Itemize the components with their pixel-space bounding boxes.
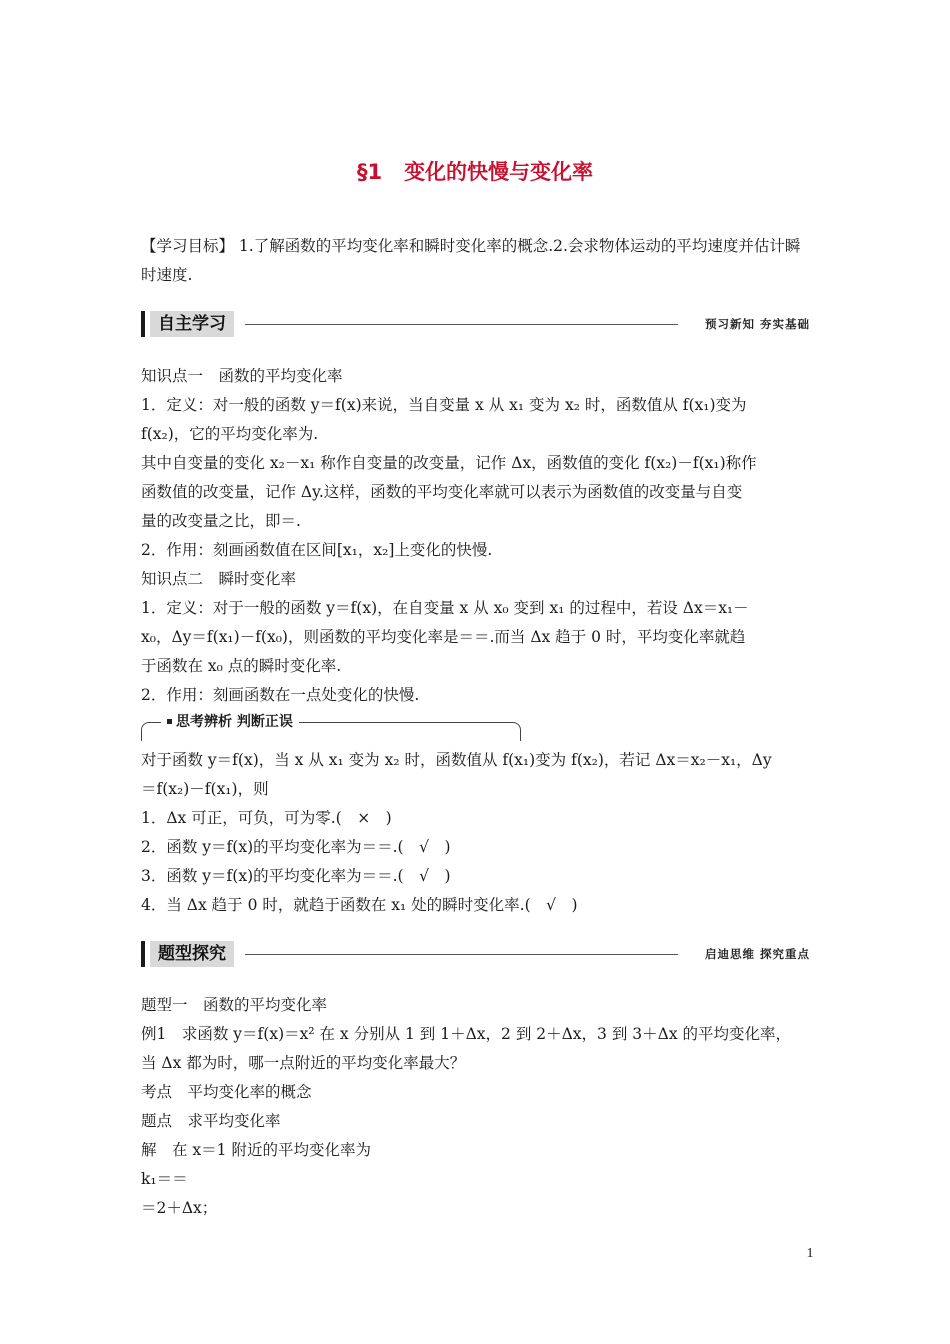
section-marker xyxy=(141,311,145,337)
section-subtitle: 启迪思维 探究重点 xyxy=(704,947,810,961)
page-title xyxy=(0,156,950,186)
page-number: 1 xyxy=(806,1246,814,1261)
text-line: 3．函数 y＝f(x)的平均变化率为＝＝.( √ ) xyxy=(141,867,451,885)
text-line: ＝2＋Δx； xyxy=(141,1199,218,1217)
text-line: 2．作用：刻画函数值在区间[x₁，x₂]上变化的快慢. xyxy=(141,541,493,559)
section-rule xyxy=(245,324,678,325)
think-label xyxy=(161,712,299,732)
text-line: 1．Δx 可正，可负，可为零.( × ) xyxy=(141,809,392,827)
text-line: 量的改变量之比，即＝. xyxy=(141,512,301,530)
section-header-question-types xyxy=(141,940,810,968)
text-line: 1．定义：对于一般的函数 y＝f(x)，在自变量 x 从 x₀ 变到 x₁ 的过程中，若设 Δx＝x₁－ xyxy=(141,599,749,617)
knowledge-block xyxy=(141,362,810,710)
section-tag: 自主学习 xyxy=(150,311,234,337)
text-line: 题点 求平均变化率 xyxy=(141,1112,281,1130)
section-number: §1 xyxy=(356,160,383,184)
section-header-self-study xyxy=(141,310,810,338)
section-rule xyxy=(245,954,678,955)
text-line: 函数值的改变量，记作 Δy.这样，函数的平均变化率就可以表示为函数值的改变量与自变 xyxy=(141,483,743,501)
text-line: 考点 平均变化率的概念 xyxy=(141,1083,312,1101)
example-block xyxy=(141,991,810,1223)
text-line: k₁＝＝ xyxy=(141,1170,188,1188)
section-title: 变化的快慢与变化率 xyxy=(404,160,594,184)
learning-goal: 【学习目标】 1.了解函数的平均变化率和瞬时变化率的概念.2.会求物体运动的平均速度并估计瞬时速度. xyxy=(141,237,801,284)
text-line: 例1 求函数 y＝f(x)＝x² 在 x 分别从 1 到 1＋Δx，2 到 2＋Δx，3 到 3＋Δx 的平均变化率， xyxy=(141,1025,791,1043)
think-analyze-box xyxy=(141,712,521,738)
text-line: 1．定义：对一般的函数 y＝f(x)来说，当自变量 x 从 x₁ 变为 x₂ 时，函数值从 f(x₁)变为 xyxy=(141,396,747,414)
text-line: f(x₂)，它的平均变化率为. xyxy=(141,425,319,443)
square-bullet-icon xyxy=(167,719,172,724)
text-line: 其中自变量的变化 x₂－x₁ 称作自变量的改变量，记作 Δx，函数值的变化 f(x₂)－f(x₁)称作 xyxy=(141,454,757,472)
text-line: 当 Δx 都为时，哪一点附近的平均变化率最大？ xyxy=(141,1054,466,1072)
text-line: 知识点二 瞬时变化率 xyxy=(141,570,297,588)
section-marker xyxy=(141,941,145,967)
text-line: ＝f(x₂)－f(x₁)，则 xyxy=(141,780,269,798)
text-line: x₀，Δy＝f(x₁)－f(x₀)，则函数的平均变化率是＝＝.而当 Δx 趋于 0 时，平均变化率就趋 xyxy=(141,628,746,646)
text-line: 题型一 函数的平均变化率 xyxy=(141,996,328,1014)
text-line: 于函数在 x₀ 点的瞬时变化率. xyxy=(141,657,342,675)
text-line: 2．函数 y＝f(x)的平均变化率为＝＝.( √ ) xyxy=(141,838,451,856)
text-line: 4．当 Δx 趋于 0 时，就趋于函数在 x₁ 处的瞬时变化率.( √ ) xyxy=(141,896,578,914)
text-line: 2．作用：刻画函数在一点处变化的快慢. xyxy=(141,686,420,704)
text-line: 对于函数 y＝f(x)，当 x 从 x₁ 变为 x₂ 时，函数值从 f(x₁)变为 f(x₂)，若记 Δx＝x₂－x₁，Δy xyxy=(141,751,772,769)
section-tag: 题型探究 xyxy=(150,941,234,967)
text-line: 解 在 x＝1 附近的平均变化率为 xyxy=(141,1141,371,1159)
judgment-block xyxy=(141,746,810,920)
section-subtitle: 预习新知 夯实基础 xyxy=(704,317,810,331)
think-label-text: 思考辨析 判断正误 xyxy=(176,714,293,730)
text-line: 知识点一 函数的平均变化率 xyxy=(141,367,343,385)
